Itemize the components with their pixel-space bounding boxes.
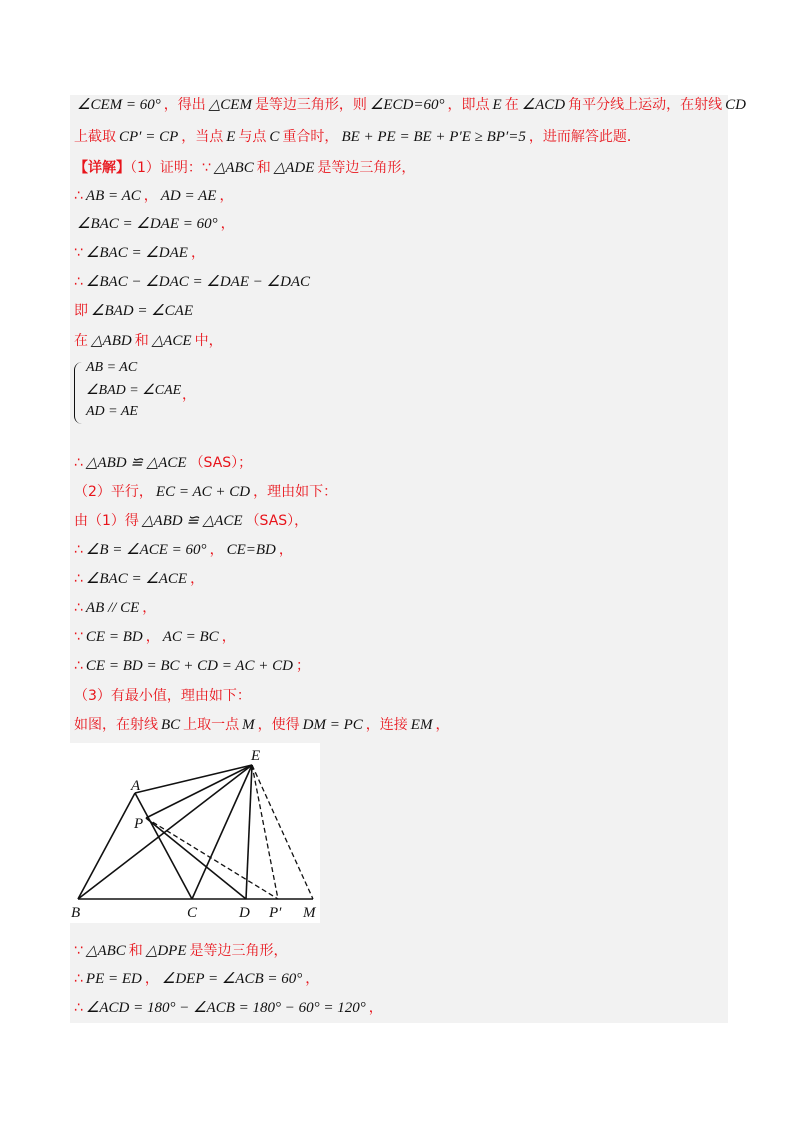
explanation-text: 是等边三角形， — [317, 160, 416, 176]
math-expression: △DPE — [145, 943, 187, 959]
solution-line — [74, 969, 319, 989]
explanation-text: ∴ — [74, 542, 83, 558]
math-expression: ∠BAC − ∠DAC = ∠DAE − ∠DAC — [85, 274, 311, 290]
math-expression: ∠BAD = ∠CAE — [91, 303, 194, 319]
explanation-text: ∴ — [74, 1000, 83, 1016]
solution-line — [74, 127, 641, 147]
explanation-text: ， — [220, 216, 235, 232]
math-expression: △ABD — [91, 333, 132, 349]
geometry-diagram — [70, 743, 320, 923]
solution-line — [74, 95, 749, 115]
explanation-text: 由（1）得 — [74, 513, 139, 529]
explanation-text: 角平分线上运动，在射线 — [568, 97, 723, 113]
explanation-text: ， — [305, 971, 320, 987]
solution-line — [74, 941, 288, 961]
explanation-text: 即 — [74, 303, 88, 319]
explanation-text: 重合时， — [282, 129, 339, 145]
solution-line — [74, 272, 313, 292]
system-row-1: AB = AC — [86, 360, 138, 375]
explanation-text: ， — [142, 600, 157, 616]
solution-line — [74, 214, 235, 234]
system-brace — [74, 362, 83, 424]
math-expression: C — [269, 129, 280, 145]
solution-line — [74, 158, 415, 178]
segment-BA — [78, 793, 135, 899]
system-row-2: ∠BAD = ∠CAE — [86, 383, 182, 398]
solution-line — [74, 511, 308, 531]
solution-line — [74, 243, 205, 263]
math-expression: △ABC — [85, 943, 126, 959]
solution-line — [74, 998, 383, 1018]
solution-line — [74, 569, 204, 589]
math-expression: AD = AE — [160, 188, 217, 204]
math-expression: △ABD ≌ △ACE — [141, 513, 243, 529]
segment-PE — [146, 765, 252, 818]
explanation-text: ， — [209, 542, 224, 558]
math-expression: CP′ = CP — [119, 129, 179, 145]
math-expression: △ABC — [213, 160, 254, 176]
math-expression: EC = AC + CD — [155, 484, 251, 500]
solution-line — [74, 301, 196, 321]
explanation-text: 上截取 — [74, 129, 116, 145]
label-E: E — [251, 748, 261, 764]
solution-line — [74, 656, 310, 676]
math-expression: ∠ACD = 180° − ∠ACB = 180° − 60° = 120° — [85, 1000, 366, 1016]
math-expression: ∠B = ∠ACE = 60° — [85, 542, 207, 558]
explanation-text: ，即点 — [447, 97, 490, 113]
system-trail: ， — [182, 387, 196, 403]
explanation-text: 和 — [134, 333, 149, 349]
segment-EP2 — [252, 765, 278, 899]
label-B: B — [71, 905, 81, 921]
explanation-text: ∴ — [74, 971, 83, 987]
explanation-text: ∵ — [201, 160, 211, 176]
section-tag: 【详解】 — [74, 160, 130, 176]
explanation-text: 是等边三角形，则 — [254, 97, 367, 113]
math-expression: E — [492, 97, 502, 113]
label-A: A — [131, 778, 141, 794]
explanation-text: ，理由如下： — [253, 484, 338, 500]
segment-PD — [146, 818, 246, 899]
explanation-text: ∵ — [74, 245, 83, 261]
explanation-text: ∴ — [74, 455, 83, 471]
math-expression: ∠BAC = ∠DAE = 60° — [77, 216, 218, 232]
math-expression: ∠BAC = ∠ACE — [85, 571, 188, 587]
math-expression: AB = AC — [85, 188, 141, 204]
math-expression: AB // CE — [85, 600, 140, 616]
solution-line — [74, 686, 251, 706]
math-expression: ∠BAC = ∠DAE — [85, 245, 188, 261]
math-expression: E — [226, 129, 236, 145]
explanation-text: 和 — [128, 943, 143, 959]
solution-line — [74, 453, 252, 473]
label-C: C — [187, 905, 198, 921]
explanation-text: 在 — [504, 97, 519, 113]
math-expression: △ABD ≌ △ACE — [85, 455, 187, 471]
math-expression: △ADE — [273, 160, 315, 176]
math-expression: CD — [725, 97, 746, 113]
explanation-text: 中， — [194, 333, 223, 349]
explanation-text: ， — [144, 971, 159, 987]
explanation-text: 如图，在射线 — [74, 717, 158, 733]
solution-line — [74, 331, 223, 351]
solution-line — [74, 540, 293, 560]
explanation-text: ∴ — [74, 571, 83, 587]
segment-PP2 — [146, 818, 278, 899]
segment-EM — [252, 765, 313, 899]
math-expression: CE = BD = BC + CD = AC + CD — [85, 658, 293, 674]
explanation-text: ； — [295, 658, 310, 674]
segment-DE — [246, 765, 252, 899]
explanation-text: ， — [143, 188, 158, 204]
solution-line — [74, 627, 236, 647]
math-expression: AC = BC — [162, 629, 219, 645]
explanation-text: ，进而解答此题． — [528, 129, 641, 145]
explanation-text: 上取一点 — [183, 717, 240, 733]
math-expression: EM — [410, 717, 433, 733]
math-expression: ∠CEM = 60° — [77, 97, 161, 113]
explanation-text: ∵ — [74, 629, 83, 645]
explanation-text: 和 — [256, 160, 271, 176]
explanation-text: 与点 — [238, 129, 267, 145]
system-row-3: AD = AE — [86, 404, 138, 419]
math-expression: M — [242, 717, 255, 733]
explanation-text: ， — [368, 1000, 383, 1016]
explanation-text: （SAS）； — [189, 455, 253, 471]
explanation-text: ∴ — [74, 658, 83, 674]
math-expression: ∠ECD=60° — [369, 97, 445, 113]
explanation-text: ，得出 — [163, 97, 206, 113]
label-D: D — [239, 905, 250, 921]
label-M: M — [303, 905, 316, 921]
explanation-text: 在 — [74, 333, 88, 349]
explanation-text: （2）平行， — [74, 484, 153, 500]
explanation-text: ， — [221, 629, 236, 645]
math-expression: CE=BD — [226, 542, 276, 558]
math-expression: BC — [161, 717, 181, 733]
explanation-text: ∴ — [74, 274, 83, 290]
explanation-text: ， — [190, 245, 205, 261]
math-expression: CE = BD — [85, 629, 143, 645]
explanation-text: （1）证明： — [130, 160, 202, 176]
explanation-text: ， — [219, 188, 234, 204]
solution-line — [74, 482, 337, 502]
math-expression: △ACE — [151, 333, 192, 349]
explanation-text: ∵ — [74, 943, 83, 959]
explanation-text: ， — [435, 717, 450, 733]
solution-line — [74, 598, 156, 618]
math-expression: ∠DEP = ∠ACB = 60° — [161, 971, 303, 987]
math-expression: ∠ACD — [521, 97, 566, 113]
explanation-text: ， — [190, 571, 205, 587]
math-expression: DM = PC — [302, 717, 363, 733]
solution-line — [74, 715, 449, 735]
explanation-text: ∴ — [74, 188, 83, 204]
geometry-figure — [70, 743, 320, 923]
explanation-text: ，当点 — [181, 129, 224, 145]
explanation-text: 是等边三角形， — [189, 943, 288, 959]
explanation-text: （3）有最小值，理由如下： — [74, 688, 251, 704]
math-expression: BE + PE = BE + P′E ≥ BP′=5 — [341, 129, 526, 145]
explanation-text: ， — [278, 542, 293, 558]
solution-line — [74, 186, 233, 206]
label-P-prime: P′ — [269, 905, 282, 921]
explanation-text: ，连接 — [365, 717, 408, 733]
explanation-text: （SAS）， — [245, 513, 309, 529]
math-expression: PE = ED — [85, 971, 142, 987]
explanation-text: ∴ — [74, 600, 83, 616]
math-expression: △CEM — [208, 97, 252, 113]
label-P: P — [134, 816, 144, 832]
explanation-text: ，使得 — [257, 717, 300, 733]
explanation-text: ， — [145, 629, 160, 645]
